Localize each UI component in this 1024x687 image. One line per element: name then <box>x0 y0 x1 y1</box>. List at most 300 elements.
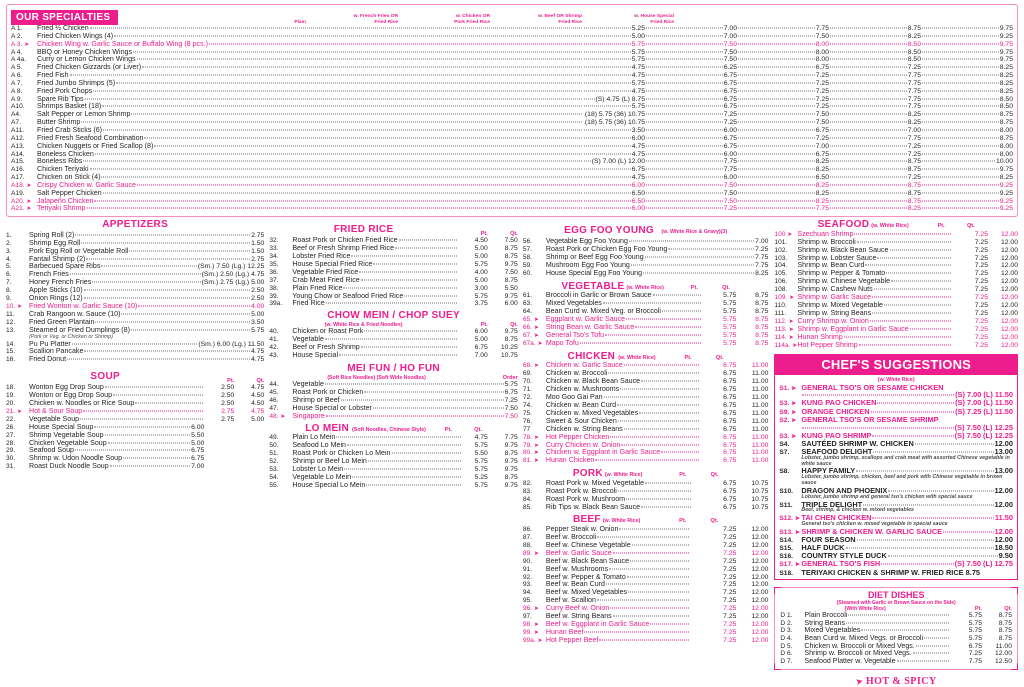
item-number: 113. ➤ <box>774 325 794 333</box>
item-price-pint: 7.25 <box>974 325 988 333</box>
item-name-cell: Onion Rings (12) 2.50 <box>29 294 265 303</box>
item-name-cell: Butter Shrimp <box>37 119 583 127</box>
item-name-cell: Shrimp w. Mixed Vegetable <box>797 302 952 310</box>
item-number: A7. <box>11 119 21 127</box>
menu-row[interactable] <box>523 457 769 465</box>
chicken-col-pt: Pt. <box>684 354 692 361</box>
item-price-pint: 6.75 <box>723 433 737 441</box>
item-name-cell: ORANGE CHICKEN (S) 7.25 (L) 11.50 <box>801 406 1013 416</box>
item-price-pint: 3.00 <box>474 284 488 292</box>
menu-row[interactable] <box>269 352 518 360</box>
item-price-pint: 5.25 <box>474 473 488 481</box>
item-number: 32. <box>269 237 279 245</box>
specialties-row[interactable] <box>11 143 1013 151</box>
item-name-cell: Shrimp w. Cashew Nuts <box>797 286 952 294</box>
specialties-row[interactable] <box>11 158 1013 166</box>
item-number: S16. <box>779 553 793 561</box>
item-price-quart: 8.75 <box>504 252 518 260</box>
item-name-cell: Fried Jumbo Shrimps (5) <box>37 80 583 88</box>
menu-row[interactable] <box>269 300 518 308</box>
seafood-title: SEAFOOD <box>817 219 870 231</box>
item-name-cell: String Bean w. Garlic Sauce <box>546 324 703 332</box>
specialties-row[interactable] <box>11 56 1013 64</box>
item-name-cell: Chicken Vegetable Soup 5.00 <box>29 438 205 447</box>
chili-pepper-icon: ➤ <box>533 325 539 332</box>
item-name-cell: Vegetable Lo Mein <box>292 474 462 482</box>
item-price-quart: 12.00 <box>1000 341 1018 349</box>
item-price: 6.75 <box>645 88 737 96</box>
item-price-quart: 8.75 <box>755 300 769 308</box>
item-name-cell: Roast Pork w. Mushroom <box>546 496 693 504</box>
specialties-row[interactable] <box>11 182 1013 190</box>
item-number: 104. <box>774 262 788 270</box>
item-price-pint: 5.75 <box>723 339 737 347</box>
item-price: 8.75 <box>829 25 921 33</box>
item-price-quart: 8.75 <box>755 316 769 324</box>
item-number: 40. <box>269 327 279 335</box>
item-number: 43. <box>269 351 279 359</box>
item-price: 8.25 <box>921 174 1013 182</box>
item-number: 39. <box>269 292 279 300</box>
item-price-pint: 7.25 <box>974 278 988 286</box>
item-name-cell: Shrimps Basket (18) <box>37 103 583 111</box>
item-price-quart: 12.00 <box>1000 286 1018 294</box>
item-price: 8.25 <box>737 166 829 174</box>
item-name-cell: Roast Pork or Chicken Fried Rice <box>292 237 458 245</box>
item-price: 7.50 <box>645 198 737 206</box>
item-price-quart: 12.00 <box>751 581 769 589</box>
item-price-quart: 12.00 <box>751 573 769 581</box>
item-number: 84. <box>522 495 533 503</box>
item-price-pint: 7.25 <box>723 581 737 589</box>
item-number: 28. <box>6 439 16 447</box>
item-price-quart: 8.75 <box>998 627 1012 635</box>
item-price-pint: 7.25 <box>723 557 737 565</box>
item-price-pint: 3.75 <box>474 300 488 308</box>
chili-pepper-icon: ➤ <box>533 450 539 457</box>
item-name-cell: Beef w. Eggplant in Garlic Sauce <box>546 621 691 629</box>
item-number: 80. ➤ <box>522 449 539 457</box>
item-price-quart: 12.00 <box>751 541 769 549</box>
item-number: 31. <box>6 463 16 471</box>
item-price-quart: 12.00 <box>751 565 769 573</box>
chefs-row[interactable] <box>779 501 1013 515</box>
item-number: 88. <box>522 541 533 549</box>
menu-row[interactable] <box>269 413 518 421</box>
item-number: S8. <box>779 468 790 476</box>
item-number: 87. <box>522 533 533 541</box>
menu-row[interactable] <box>523 340 769 348</box>
item-number: 98. ➤ <box>522 621 539 629</box>
beef-col-qt: Qt. <box>710 518 719 525</box>
chefs-row[interactable] <box>779 514 1013 528</box>
item-name-cell: Beef w. Scallion <box>546 597 691 605</box>
item-price: 7.75 <box>829 80 921 88</box>
soup-table <box>6 384 264 471</box>
specialties-row[interactable] <box>11 64 1013 72</box>
item-number: S10. <box>779 487 793 495</box>
diet-row[interactable] <box>780 650 1012 658</box>
item-price-pint: 7.25 <box>974 333 988 341</box>
item-price: 9.25 <box>921 182 1013 190</box>
item-note: Beef, shrimp, & chicken w. mixed vegetables <box>801 507 914 514</box>
specialties-col-house-special: w. House Special Fried Rice <box>634 14 674 25</box>
chefs-row[interactable] <box>779 467 1013 486</box>
item-number: 91. <box>522 565 533 573</box>
mei-fun-section <box>269 364 518 421</box>
item-name-cell: Fried Donut 4.75 <box>29 355 265 364</box>
item-name-cell: Hot Pepper Chicken <box>546 434 701 442</box>
item-price-quart: 8.75 <box>504 335 518 343</box>
item-price: 4.75 <box>583 174 645 182</box>
item-price: 7.50 <box>737 111 829 119</box>
chefs-row[interactable] <box>779 416 1013 432</box>
item-price-pint: 6.00 <box>474 327 488 335</box>
item-price-pint: 5.50 <box>474 449 488 457</box>
item-price-quart: 11.00 <box>751 370 769 378</box>
item-name-cell: Jalapeño Chicken <box>37 198 583 206</box>
item-price-pint: 7.25 <box>974 341 988 349</box>
item-price: 9.25 <box>921 205 1013 213</box>
item-name-cell: House Special Soup 6.00 <box>29 422 205 431</box>
item-number: S2. ➤ <box>779 416 797 424</box>
specialties-row[interactable] <box>11 135 1013 143</box>
item-name-cell: Salt Pepper Chicken <box>37 190 583 198</box>
chili-pepper-icon: ➤ <box>533 550 539 557</box>
item-price: 5.75 <box>583 41 645 49</box>
specialties-row[interactable] <box>11 41 1013 49</box>
item-number: 105. <box>774 270 788 278</box>
item-price-quart: 11.00 <box>751 386 769 394</box>
item-name-cell: Moo Goo Gai Pan <box>546 394 701 402</box>
item-price: 7.25 <box>737 88 829 96</box>
menu-row[interactable] <box>774 342 1018 350</box>
item-number: 56. <box>522 238 533 246</box>
hot-and-spicy-label: HOT & SPICY <box>865 675 937 687</box>
chefs-suggestions-banner: CHEF'S SUGGESTIONS <box>775 355 1017 375</box>
item-price-pint: 5.75 <box>723 292 737 300</box>
item-number: 8. <box>6 287 12 295</box>
item-price: 8.50 <box>829 56 921 64</box>
item-price: 8.50 <box>921 103 1013 111</box>
item-price-pint: 6.75 <box>723 378 737 386</box>
item-name-cell: Roast Pork or Chicken Lo Mein <box>292 450 462 458</box>
column-one <box>6 220 269 686</box>
specialties-row[interactable] <box>11 49 1013 57</box>
item-name-cell: Plain Fried Rice <box>292 285 458 293</box>
our-specialties-banner: OUR SPECIALTIES <box>11 10 118 25</box>
item-price-quart: 12.00 <box>994 650 1012 658</box>
item-name-cell: Lobster Lo Mein <box>292 466 462 474</box>
chicken-col-qt: Qt. <box>715 354 724 361</box>
diet-dishes-section <box>774 587 1018 670</box>
chefs-corner-tl <box>774 354 781 361</box>
item-number: 85. <box>522 503 533 511</box>
item-number: 5. <box>6 263 12 271</box>
item-price-continuation: (S) 7.50 (L) 12.25 <box>801 424 1013 432</box>
item-name-cell: Fried ½ Chicken <box>37 25 583 33</box>
chili-pepper-icon: ➤ <box>26 206 32 213</box>
item-price: 7.50 <box>645 49 737 57</box>
chili-pepper-icon: ➤ <box>788 326 794 333</box>
chili-pepper-icon: ➤ <box>26 182 32 189</box>
item-price: 6.75 <box>737 151 829 159</box>
item-number: A4. <box>11 111 21 119</box>
item-number: 13. <box>6 326 16 334</box>
item-name-cell: TERIYAKI CHICKEN & SHRIMP W. FRIED RICE 8.75 <box>801 567 981 577</box>
seafood-section <box>774 220 1018 349</box>
item-number: D 4. <box>780 635 793 643</box>
specialties-row[interactable] <box>11 111 1013 119</box>
item-name-cell: COUNTRY STYLE DUCK 9.50 <box>801 551 1013 561</box>
item-price: 8.00 <box>921 127 1013 135</box>
item-price: 8.00 <box>921 151 1013 159</box>
item-price-quart: 4.50 <box>251 399 265 407</box>
item-number: S13. ➤ <box>779 528 800 536</box>
item-price-pint: 7.75 <box>968 658 982 666</box>
item-number: 108. <box>774 286 788 294</box>
item-price: 5.00 <box>583 33 645 41</box>
item-name-cell: House Special Lo Mein <box>292 482 462 490</box>
item-price-pint: 5.75 <box>723 308 737 316</box>
item-number: 22. <box>6 415 16 423</box>
item-price-pint: 6.75 <box>968 642 982 650</box>
item-price-pint: 6.75 <box>723 409 737 417</box>
item-price: 7.75 <box>829 88 921 96</box>
item-name-cell: SHRIMP & CHICKEN W. GARLIC SAUCE 12.00 <box>801 526 1013 536</box>
item-number: 14. <box>6 340 16 348</box>
item-name-cell: Roast Pork or Chicken 6.75 <box>292 387 518 396</box>
item-number: 46. <box>269 396 279 404</box>
item-name-cell: Barbecued Spare Ribs (Sm.) 7.50 (Lg.) 12.25 <box>29 262 265 271</box>
item-price: 6.75 <box>645 103 737 111</box>
item-price: 7.25 <box>829 151 921 159</box>
item-price: 7.00 <box>645 25 737 33</box>
column-four <box>774 220 1018 686</box>
item-price-pint: 7.25 <box>723 636 737 644</box>
specialties-row[interactable] <box>11 198 1013 206</box>
item-name-cell: House Special Egg Foo Young 8.25 <box>545 268 769 277</box>
item-price: (18) 5.75 (36) 10.75 <box>584 111 645 119</box>
specialties-row[interactable] <box>11 119 1013 127</box>
vegetable-subtitle: (w. White Rice) <box>626 284 664 291</box>
item-name-cell: Shrimp w. Broccoli or Mixed Vegs. <box>804 650 950 658</box>
item-number: 34. <box>269 252 279 260</box>
item-name-cell: Shrimp or Beef Lo Mein <box>292 458 462 466</box>
item-name-cell: HALF DUCK 18.50 <box>801 543 1013 553</box>
vegetable-table <box>523 292 769 347</box>
item-name-cell: Spare Rib Tips <box>37 96 583 104</box>
item-name-cell: Boneless Ribs <box>37 158 583 166</box>
specialties-row[interactable] <box>11 205 1013 213</box>
item-number: 106. <box>774 278 788 286</box>
item-name-cell: Roast Pork w. Broccoli <box>546 488 693 496</box>
chicken-section <box>523 352 769 465</box>
item-name-cell: HAPPY FAMILY 13.00 Lobster, jumbo shrimp, chicken, beef and pork with Chinese vegetable in brown sauce <box>801 466 1013 487</box>
specialties-row[interactable] <box>11 96 1013 104</box>
item-name-cell: Chicken w. String Beans <box>546 426 701 434</box>
item-price-quart <box>234 447 264 455</box>
item-price-quart: 10.75 <box>751 503 769 511</box>
item-number: 65. ➤ <box>522 316 539 324</box>
item-price: 6.00 <box>583 205 645 213</box>
item-note: General tso's chicken w. mixed vegetable in special sauce <box>801 521 948 528</box>
diet-col-pt: Pt. <box>974 605 982 612</box>
menu-row[interactable] <box>523 270 769 278</box>
chili-pepper-icon: ➤ <box>794 516 800 523</box>
item-number: 68. ➤ <box>522 362 539 370</box>
item-price: 8.25 <box>921 88 1013 96</box>
item-price: 9.75 <box>921 56 1013 64</box>
mei-fun-col-order: Order <box>502 375 518 382</box>
item-number: 103. <box>774 254 788 262</box>
item-price-quart: 12.00 <box>751 557 769 565</box>
item-price: 6.75 <box>645 72 737 80</box>
chili-pepper-icon: ➤ <box>26 198 32 205</box>
item-price-quart: 12.00 <box>751 549 769 557</box>
specialties-row[interactable] <box>11 127 1013 135</box>
item-price-quart: 8.75 <box>504 449 518 457</box>
item-price: 7.25 <box>829 143 921 151</box>
specialties-row[interactable] <box>11 190 1013 198</box>
item-price: 7.25 <box>737 103 829 111</box>
item-number: 10. ➤ <box>6 303 23 311</box>
menu-row[interactable] <box>523 637 769 645</box>
item-price: 3.50 <box>583 127 645 135</box>
specialties-row[interactable] <box>11 80 1013 88</box>
item-price: 6.50 <box>583 198 645 206</box>
item-number: 97. <box>522 613 533 621</box>
item-price: 7.50 <box>645 56 737 64</box>
item-number: A11. <box>11 126 25 134</box>
item-name-cell: KUNG PAO CHICKEN (S) 7.00 (L) 11.50 <box>801 398 1013 408</box>
item-name-cell: Curry Chicken w. Onion <box>546 442 701 450</box>
item-price-pint <box>204 440 234 448</box>
item-name-cell: Hot Pepper Shrimp <box>797 342 952 350</box>
item-price: 4.75 <box>583 88 645 96</box>
specialties-row[interactable] <box>11 151 1013 159</box>
item-price-quart: 11.00 <box>751 362 769 370</box>
item-name-cell: Curry Shrimp w. Onion <box>797 318 952 326</box>
item-name-cell: Steamed or Fried Dumplings (8) 5.75 (Pork or Veg. or Chicken or Shrimp) <box>29 325 265 340</box>
chili-pepper-icon: ➤ <box>533 434 539 441</box>
item-price-quart: 5.50 <box>504 284 518 292</box>
item-price: 6.50 <box>737 174 829 182</box>
vegetable-col-qt: Qt. <box>722 284 730 291</box>
item-price: 7.50 <box>645 182 737 190</box>
item-price: 8.25 <box>829 33 921 41</box>
egg-foo-young-title: EGG FOO YOUNG <box>564 225 654 237</box>
item-name-cell: Fantail Shrimp (2) 2.75 <box>29 254 265 263</box>
item-number: 67. ➤ <box>522 331 539 339</box>
menu-row[interactable] <box>6 356 264 364</box>
chefs-row[interactable] <box>779 448 1013 467</box>
specialties-row[interactable] <box>11 25 1013 33</box>
item-name-cell: Bean Curd w. Mixed Veg. or Broccoli <box>546 308 703 316</box>
item-price-quart: 11.00 <box>751 425 769 433</box>
item-number: S7. <box>779 449 790 457</box>
fried-rice-table <box>269 237 518 308</box>
item-name-cell: Chicken w. Garlic Sauce <box>546 362 701 370</box>
menu-row[interactable] <box>269 482 518 490</box>
diet-dishes-title: DIET DISHES <box>867 589 925 600</box>
specialties-row[interactable] <box>11 174 1013 182</box>
item-number: A20. ➤ <box>11 197 32 205</box>
item-price-quart: 8.75 <box>998 635 1012 643</box>
soup-col-qt: Qt. <box>256 378 265 385</box>
item-price: (S) 7.00 (L) 12.00 <box>583 158 645 166</box>
item-number: 76. <box>522 417 533 425</box>
item-price-pint: 5.00 <box>474 276 488 284</box>
item-price: 8.75 <box>829 198 921 206</box>
item-price: 8.00 <box>737 41 829 49</box>
item-number: A 2. <box>11 32 23 40</box>
item-note: Lobster, jumbo shrimp, scallops and crab meat with assorted Chinese vegetable in white sauce <box>801 454 1010 467</box>
diet-row[interactable] <box>780 658 1012 666</box>
chili-pepper-icon: ➤ <box>24 41 30 48</box>
item-number: S17. ➤ <box>779 561 800 569</box>
chefs-row[interactable] <box>779 569 1013 577</box>
specialties-row[interactable] <box>11 103 1013 111</box>
menu-row[interactable] <box>6 327 264 341</box>
item-price-quart <box>234 463 264 471</box>
item-number: A21. ➤ <box>11 205 32 213</box>
specialties-row[interactable] <box>11 88 1013 96</box>
item-price-pint: 6.75 <box>474 343 488 351</box>
specialties-row[interactable] <box>11 166 1013 174</box>
item-price: 8.75 <box>829 158 921 166</box>
specialties-row[interactable] <box>11 72 1013 80</box>
item-price: 8.25 <box>921 72 1013 80</box>
item-number: 83. <box>522 487 533 495</box>
menu-row[interactable] <box>6 463 264 471</box>
item-price: 7.75 <box>829 103 921 111</box>
item-price-pint: 7.25 <box>723 621 737 629</box>
item-price: 7.75 <box>829 96 921 104</box>
item-price-pint: 6.75 <box>723 503 737 511</box>
item-price: 8.50 <box>829 49 921 57</box>
chili-pepper-icon: ➤ <box>533 332 539 339</box>
chefs-row[interactable] <box>779 384 1013 400</box>
item-price-quart: 12.00 <box>751 525 769 533</box>
specialties-col-plain: Plain <box>294 19 306 25</box>
item-price: 7.75 <box>829 72 921 80</box>
item-price-quart: 12.00 <box>1000 230 1018 238</box>
item-price-pint: 7.25 <box>723 549 737 557</box>
item-name-cell: Pork Egg Roll or Vegetable Roll 1.50 <box>29 246 265 255</box>
item-price-pint: 7.25 <box>974 294 988 302</box>
menu-row[interactable] <box>523 504 769 512</box>
appetizers-table <box>6 232 264 365</box>
item-price: 9.75 <box>921 25 1013 33</box>
item-price-pint: 7.25 <box>974 270 988 278</box>
item-name-cell: FOUR SEASON 12.00 <box>801 535 1013 545</box>
item-number: 77 <box>522 425 531 433</box>
item-number: 70. <box>522 378 533 386</box>
column-two <box>269 220 523 686</box>
item-price-pint: 7.25 <box>723 605 737 613</box>
item-price-pint: 4.75 <box>474 434 488 442</box>
item-number: A 5. <box>11 64 23 72</box>
item-price-quart: 10.75 <box>751 495 769 503</box>
item-number: 49. <box>269 434 279 442</box>
appetizers-title: APPETIZERS <box>102 219 169 231</box>
item-price-quart: 8.75 <box>755 308 769 316</box>
item-number: 54. <box>269 473 279 481</box>
chefs-row[interactable] <box>779 487 1013 501</box>
item-price-pint <box>204 463 234 471</box>
item-price-quart: 7.50 <box>504 237 518 245</box>
